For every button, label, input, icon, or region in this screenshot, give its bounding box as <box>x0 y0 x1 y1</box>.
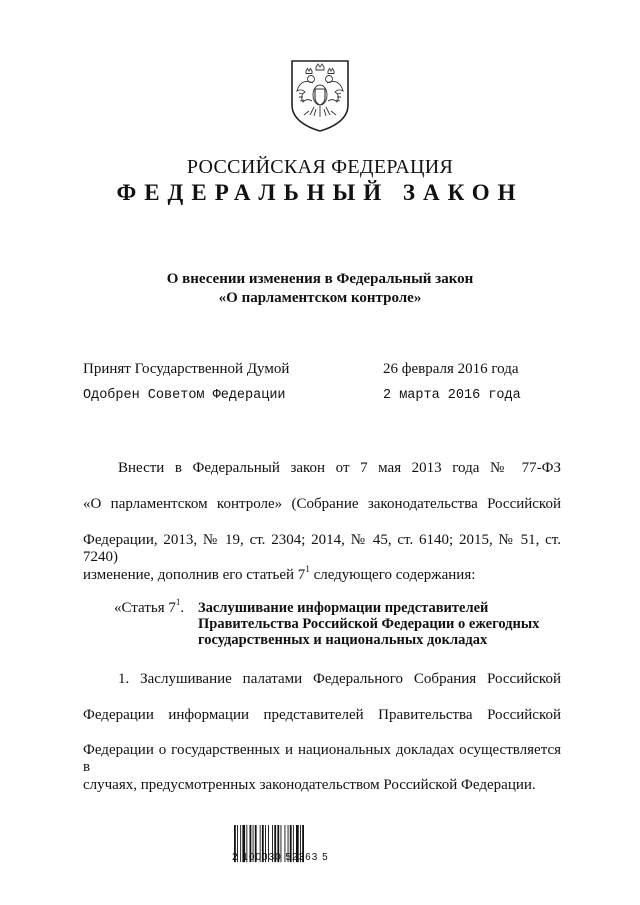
article-title <box>198 600 578 648</box>
point-paragraph-line: 1. Заслушивание палатами Федерального Собрания Российской <box>118 671 561 687</box>
article-number <box>114 597 185 617</box>
body-paragraph-line: «О парламентском контроле» (Собрание законодательства Российской <box>83 496 561 512</box>
article-title-line: государственных и национальных докладах <box>198 632 488 648</box>
article-prefix: «Статья 7 <box>114 600 176 616</box>
duma-adoption-date: 26 февраля 2016 года <box>383 361 519 377</box>
article-title-line: Правительства Российской Федерации о ежегодных <box>198 616 540 632</box>
duma-adoption-label: Принят Государственной Думой <box>83 361 290 377</box>
superscript: 1 <box>305 564 310 574</box>
article-suffix: . <box>180 600 185 616</box>
law-title-line: О внесении изменения в Федеральный закон <box>166 271 474 287</box>
body-paragraph-line: Федерации, 2013, № 19, ст. 2304; 2014, № 45, ст. 6140; 2015, № 51, ст. 7240) <box>83 532 561 565</box>
body-paragraph-line <box>83 564 561 584</box>
council-approval-date: 2 марта 2016 года <box>383 388 521 403</box>
country-name: РОССИЙСКАЯ ФЕДЕРАЦИЯ <box>186 156 454 178</box>
law-type-heading: ФЕДЕРАЛЬНЫЙ ЗАКОН <box>116 180 524 205</box>
law-title <box>0 270 640 308</box>
body-paragraph-line: Внести в Федеральный закон от 7 мая 2013 года № 77-ФЗ <box>118 460 561 476</box>
barcode-number: 2 100030 52363 5 <box>232 852 329 863</box>
council-approval-label: Одобрен Советом Федерации <box>83 388 286 403</box>
superscript: 1 <box>175 597 181 607</box>
law-title-line: «О парламентском контроле» <box>218 290 422 306</box>
intro-text: изменение, дополнив его статьей 7 <box>83 567 306 583</box>
intro-text: следующего содержания: <box>309 567 476 583</box>
point-paragraph-line: случаях, предусмотренных законодательством Российской Федерации. <box>83 777 536 793</box>
point-paragraph-line: Федерации о государственных и национальных докладах осуществляется в <box>83 742 561 775</box>
article-title-line: Заслушивание информации представителей <box>198 600 489 616</box>
point-paragraph-line: Федерации информации представителей Правительства Российской <box>83 707 561 723</box>
coat-of-arms-emblem-icon <box>289 59 351 133</box>
